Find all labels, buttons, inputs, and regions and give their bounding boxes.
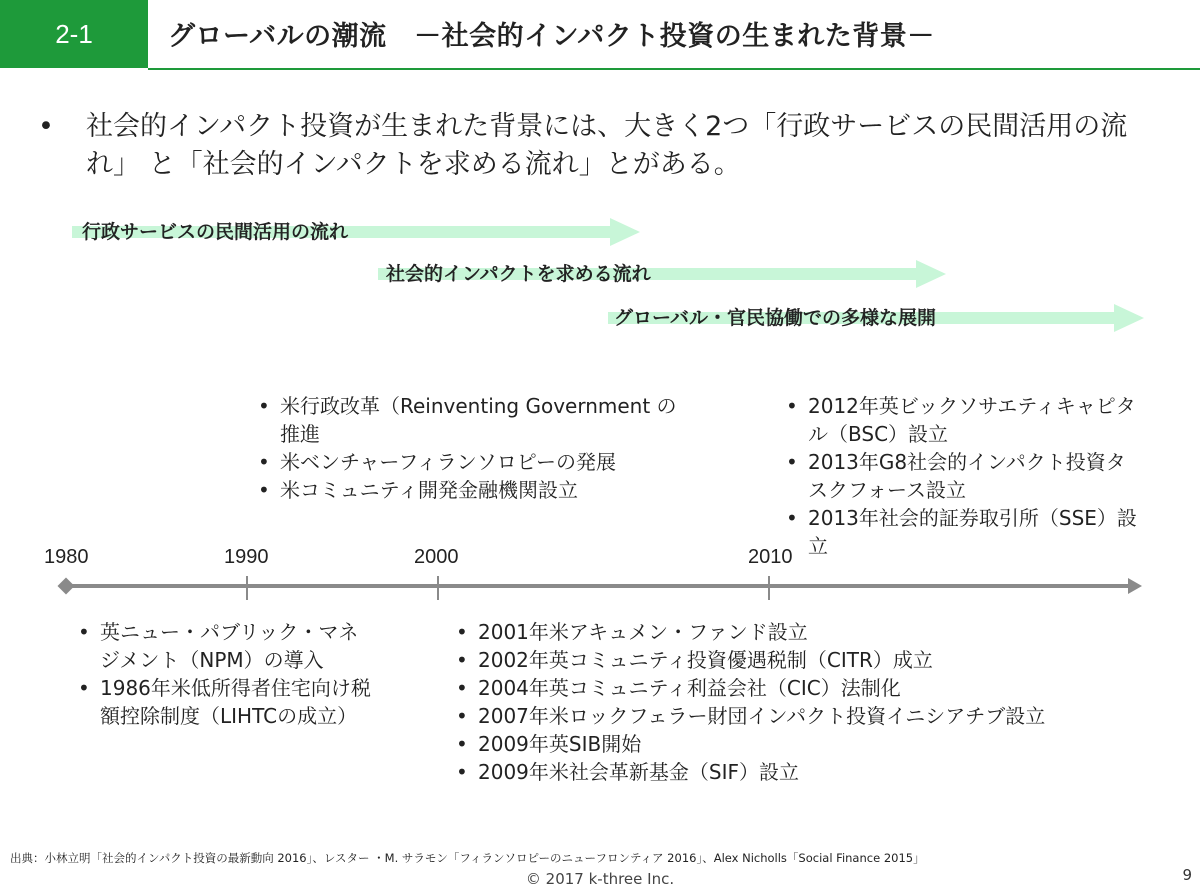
event-item: • 2007年米ロックフェラー財団インパクト投資イニシアチブ設立	[454, 702, 1174, 730]
page-title: グローバルの潮流 －社会的インパクト投資の生まれた背景－	[168, 21, 935, 52]
arrow-label: 行政サービスの民間活用の流れ	[82, 221, 349, 243]
event-item: • 2002年英コミュニティ投資優遇税制（CITR）成立	[454, 646, 1174, 674]
trend-arrow-privatization	[72, 218, 640, 246]
year-1980: 1980	[44, 546, 89, 568]
header-divider	[148, 68, 1200, 70]
summary-bullet	[38, 108, 1168, 184]
arrow-label: グローバル・官民協働での多様な展開	[614, 307, 937, 329]
copyright: © 2017 k-three Inc.	[525, 870, 675, 888]
year-1990: 1990	[224, 546, 269, 568]
arrow-head-icon	[610, 218, 640, 246]
arrow-head-icon	[1114, 304, 1144, 332]
events-1990s	[256, 392, 696, 504]
event-item: • 1986年米低所得者住宅向け税額控除制度（LIHTCの成立）	[76, 674, 376, 730]
events-2000s	[454, 618, 1174, 786]
bullet-glyph: •	[38, 111, 54, 142]
events-2010s	[784, 392, 1144, 560]
arrow-label: 社会的インパクトを求める流れ	[386, 263, 651, 285]
event-item: • 英ニュー・パブリック・マネジメント（NPM）の導入	[76, 618, 376, 674]
trend-arrow-social-impact	[378, 260, 948, 288]
event-item: • 2013年社会的証券取引所（SSE）設立	[784, 504, 1144, 560]
tick-2010	[768, 576, 770, 600]
trend-arrow-global-collaboration	[608, 304, 1146, 332]
event-item: • 2004年英コミュニティ利益会社（CIC）法制化	[454, 674, 1174, 702]
summary-text: 社会的インパクト投資が生まれた背景には、大きく2つ「行政サービスの民間活用の流れ」 と「社会的インパクトを求める流れ」とがある。	[86, 111, 1128, 180]
event-item: • 米コミュニティ開発金融機関設立	[256, 476, 696, 504]
event-item: • 2009年米社会革新基金（SIF）設立	[454, 758, 1174, 786]
event-item: • 米ベンチャーフィランソロピーの発展	[256, 448, 696, 476]
tick-2000	[437, 576, 439, 600]
year-2010: 2010	[748, 546, 793, 568]
source-citation: 出典：小林立明「社会的インパクト投資の最新動向 2016」、レスター ・M. サラモン「フィランソロピーのニューフロンティア 2016」、Alex Nicholls「Social Finance 2015」	[10, 851, 925, 865]
event-item: • 米行政改革（Reinventing Government の推進	[256, 392, 696, 448]
tick-1990	[246, 576, 248, 600]
page-number: 9	[1182, 866, 1192, 884]
year-2000: 2000	[414, 546, 459, 568]
events-1980s	[76, 618, 376, 730]
section-number-badge: 2-1	[0, 0, 148, 68]
event-item: • 2013年G8社会的インパクト投資タスクフォース設立	[784, 448, 1144, 504]
event-item: • 2012年英ビックソサエティキャピタル（BSC）設立	[784, 392, 1144, 448]
event-item: • 2009年英SIB開始	[454, 730, 1174, 758]
event-item: • 2001年米アキュメン・ファンド設立	[454, 618, 1174, 646]
timeline-axis	[70, 584, 1130, 588]
arrow-head-icon	[916, 260, 946, 288]
timeline-arrow-icon	[1128, 578, 1142, 594]
